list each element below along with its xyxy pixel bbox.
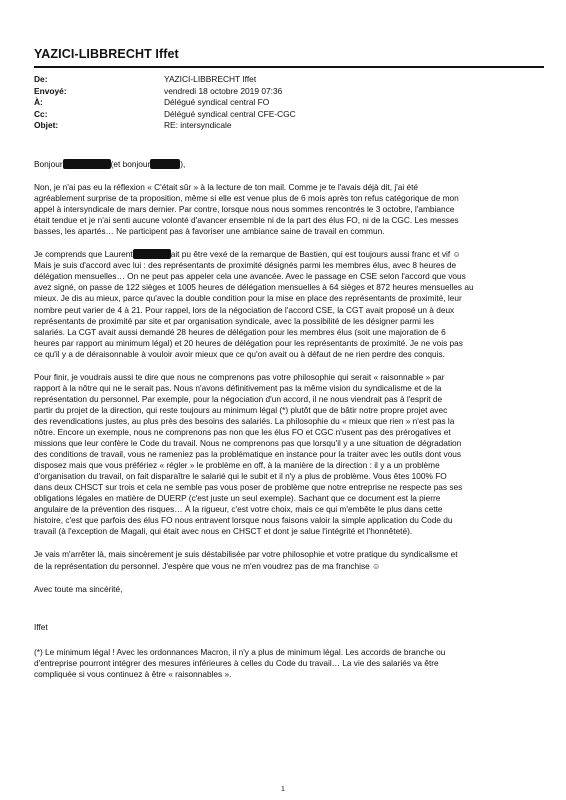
meta-row-cc [34,109,296,121]
greeting-start: Bonjour [34,159,63,169]
meta-row-from [34,74,296,86]
meta-value: Délégué syndical central CFE-CGC [164,108,296,119]
paragraph-2-first-line: ait pu être vexé de la remarque de Bastien, qui est toujours aussi franc et vif ☺ [170,249,461,260]
meta-value: vendredi 18 octobre 2019 07:36 [164,85,283,96]
meta-value: RE: intersyndicale [164,120,232,131]
meta-label: Envoyé: [34,85,67,96]
meta-label: De: [34,74,48,84]
greeting-middle: et bonjour [113,159,151,169]
meta-value: Délégué syndical central FO [164,97,270,108]
redacted-name-block [133,249,171,259]
paragraph-2 [34,249,544,359]
paragraph-1: Non, je n'ai pas eu la réflexion « C'était sûr » à la lecture de ton mail. Comme je te l'avais déjà dit, j'ai été agréablement surprise de ta proposition, même si elle est venue plus de 6 mois après ton refus catégorique de mon appel à intersyndicale de mars dernier. Par contre, lorsque nous nous sommes rencontrés le 3 octobre, l'ambiance était tendue et je n'ai senti aucune volonté d'avancer ensemble ni de la part des élus FO, ni de la CGC. Les messes basses, les apartés… Ne participent pas à favoriser une ambiance saine de travail en commun. [34,182,459,237]
paragraph-4: Je vais m'arrêter là, mais sincèrement je suis déstabilisée par votre philosophie et votre pratique du syndicalisme et de la représentation du personnel. J'espère que vous ne m'en voudrez pas de ma franchise ☺ [34,549,458,571]
paragraph-2-rest: Mais je suis d'accord avec lui : des représentants de proximité désignés parmi les membres élus, avec 8 heures de délégation mensuelles… On ne peut pas appeler cela une avancée. Avec le passage en CSE selon l'accord que vous avez signé, on passe de 122 sièges et 1005 heures de délégation mensuelles à 64 sièges et 872 heures mensuelles au mieux. Je dis au mieux, parce qu'avec la double condition pour la mise en place des représentants de proximité, leur nombre peut varier de 4 à 21. Pour rappel, lors de la négociation de l'accord CSE, la CGT avait proposé un à deux représentants de proximité par site et par organisation syndicale, avec la possibilité de les désigner parmi les salariés. La CGT avait aussi demandé 28 heures de délégation pour les membres élus (soit une majoration de 6 heures par rapport au minimum légal) et 20 heures de délégation pour les représentants de proximité. Je ne vois pas ce qu'il y a de déraisonnable à vouloir avoir mieux que ce qu'on avait ou à défaut de ne rien perdre des conquis. [34,260,474,359]
meta-row-subject [34,120,296,132]
redacted-name-block [63,159,111,169]
sender-name: YAZICI-LIBBRECHT Iffet [34,47,179,61]
header-divider [34,66,544,68]
meta-row-to [34,97,296,109]
meta-row-sent [34,86,296,98]
page-number: 1 [281,786,285,793]
signature: Iffet [34,621,48,632]
footnote: (*) Le minimum légal ! Avec les ordonnances Macron, il n'y a plus de minimum légal. Les accords de branche ou d'entreprise pourront intégrer des mesures inférieures à celles du Code du travail… La vie des salariés va être compliquée si vous continuez à être « raisonnables ». [34,646,446,679]
meta-value: YAZICI-LIBBRECHT Iffet [164,74,257,84]
email-meta [34,74,296,132]
paragraph-3: Pour finir, je voudrais aussi te dire que nous ne comprenons pas votre philosophie qui serait « raisonnable » par rapport à la nôtre qui ne le serait pas. Nous n'avons définitivement pas la même vision du syndicalisme et de la représentation du personnel. Par exemple, pour la négociation d'un accord, il ne nous viendrait pas à l'esprit de partir du projet de la direction, qui reste toujours au minimum légal (*) plutôt que de bâtir notre propre projet avec des revendications justes, au plus près des besoins des salariés. La philosophie du « mieux que rien » n'est pas la nôtre. Encore un exemple, nous ne comprenons pas non que les élus FO et CGC n'usent pas des prérogatives et missions que leur confère le Code du travail. Nous ne comprenons pas que lorsqu'il y a une situation de dégradation des conditions de travail, vous ne rameniez pas la problématique en instance pour la traiter avec les outils dont vous disposez mais que vous préfériez « régler » le problème en off, à la manière de la direction : il y a un problème d'organisation du travail, on fait disparaître le salarié qui le subit et il n'y a plus de problème. Vous êtes 100% FO dans deux CHSCT sur trois et cela ne semble pas vous poser de problème que notre entreprise ne respecte pas ses obligations légales en matière de DUERP (c'est juste un seul exemple). Sachant que ce document est la pierre angulaire de la prévention des risques… À la rigueur, c'est votre choix, mais ce qui m'embête le plus dans cette histoire, c'est que parfois des élus FO nous entravent lorsque nous faisons valoir la simple application du Code du travail (à l'exception de Magali, qui était avec nous en CHSCT et dont je salue l'intégrité et l'honnêteté). [34,371,463,537]
greeting: Bonjour (et bonjour ), [34,159,186,169]
meta-label: À: [34,97,43,108]
paragraph-2-start: Je comprends que Laurent [34,249,133,260]
meta-label: Cc: [34,108,48,119]
redacted-name-block [150,159,180,169]
email-body [34,159,544,692]
closing: Avec toute ma sincérité, [34,583,123,594]
greeting-end: , [183,159,186,169]
meta-label: Objet: [34,120,59,131]
